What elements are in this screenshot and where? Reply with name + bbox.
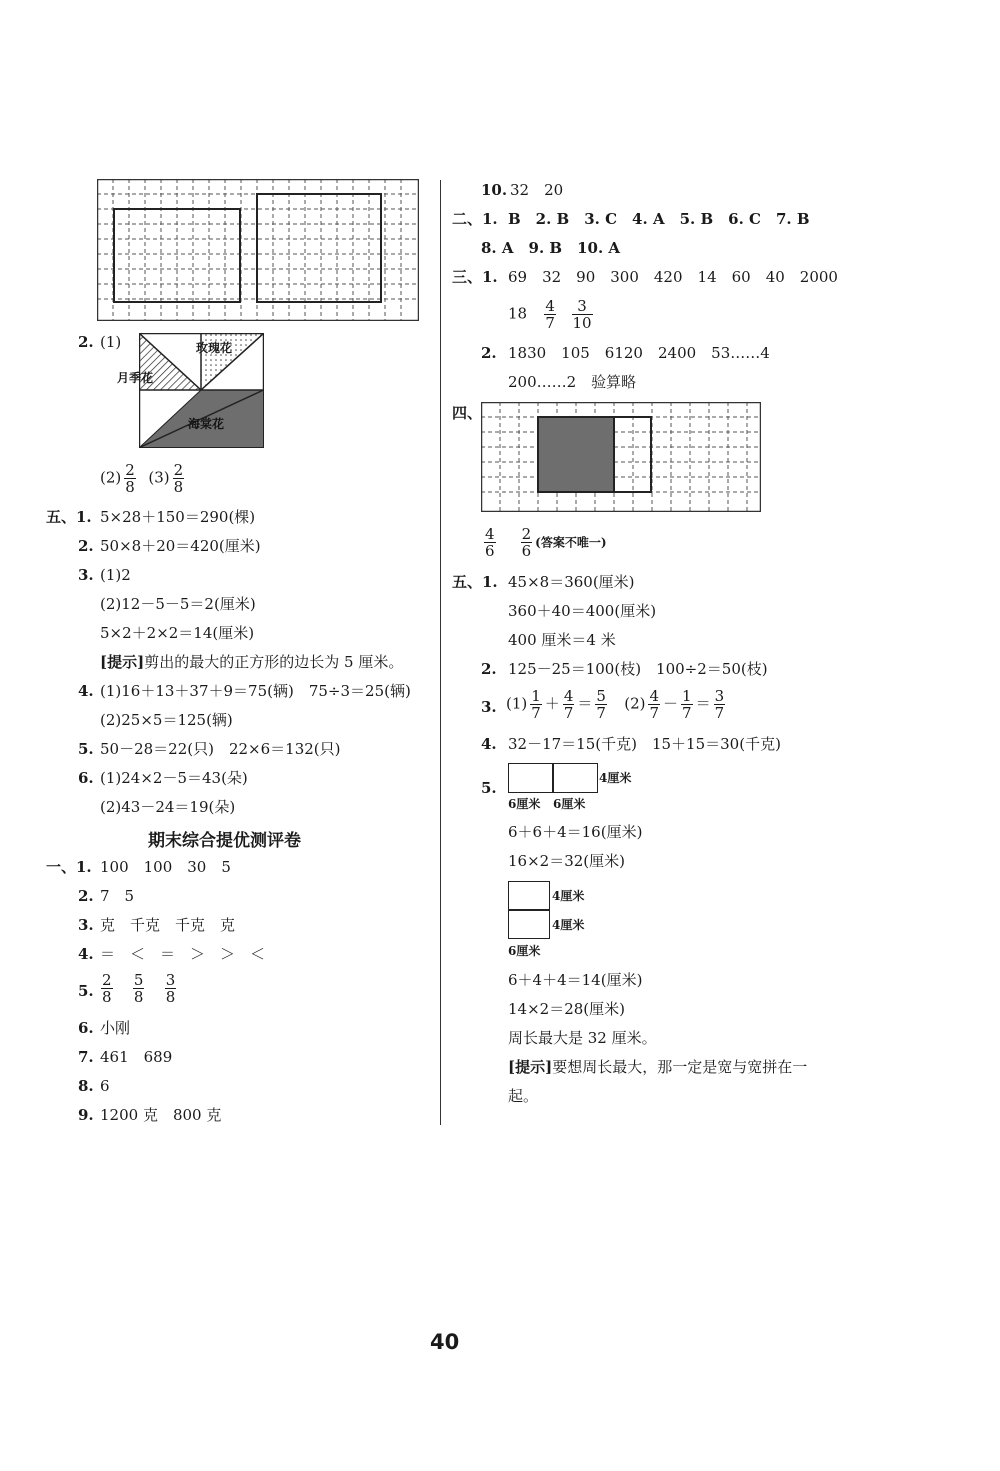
yi2: 7 5 (100, 887, 135, 905)
tip-label: 提示 (107, 653, 138, 671)
yi7-no: 7. (78, 1048, 94, 1066)
wu5-a: 6＋6＋4＝16(厘米) (508, 823, 643, 841)
q2-sub2: (2) (100, 468, 122, 487)
page-number: 40 (430, 1330, 460, 1354)
wu5-right-no: 5. (481, 779, 497, 797)
tip-label-right: 提示 (515, 1058, 546, 1076)
wu-head-right: 五、1. (452, 573, 498, 591)
fraction-1-7: $\frac{1}{7}$ (531, 687, 541, 722)
wu3-right-expr: (1) $\frac{1}{7}$ ＋ $\frac{4}{7}$ ＝ $\frac{5}{7}$ (2) $\frac{4}{7}$ － $\frac{1}{7}$ ＝ $\frac{3}{7}$ (506, 687, 725, 722)
label-6cm-a: 6厘米 (508, 797, 541, 811)
wu3-right-no: 3. (481, 698, 497, 716)
label-4cm-a: 4厘米 (599, 771, 632, 785)
wu2-right-no: 2. (481, 660, 497, 678)
q2-number: 2. (78, 333, 94, 351)
label-rose: 玫瑰花 (196, 341, 233, 355)
wu4-right-no: 4. (481, 735, 497, 753)
er-b: 8. A 9. B 10. A (481, 239, 621, 257)
wu2-left-no: 2. (78, 537, 94, 555)
wu2-left: 50×8＋20＝420(厘米) (100, 537, 261, 555)
san1: 69 32 90 300 420 14 60 40 2000 (508, 268, 838, 286)
q2-sub2-line (100, 462, 187, 495)
wu5-left: 50－28＝22(只) 22×6＝132(只) (100, 740, 341, 758)
yi3: 克 千克 千克 克 (100, 916, 236, 934)
er-head: 二、1. (452, 210, 498, 228)
san1b-line: 18 $\frac{4}{7}$ $\frac{3}{10}$ (508, 297, 592, 332)
label-yueji: 月季花 (117, 371, 154, 385)
yi4: ＝ ＜ ＝ ＞ ＞ ＜ (100, 945, 266, 963)
er-a: B 2. B 3. C 4. A 5. B 6. C 7. B (508, 210, 810, 228)
wu6-left-no: 6. (78, 769, 94, 787)
r10: 32 20 (510, 181, 564, 199)
section-title: 期末综合提优测评卷 (148, 831, 301, 851)
si-note: (答案不唯一) (535, 535, 607, 550)
wu1-right-c: 400 厘米＝4 米 (508, 631, 616, 649)
label-6cm-b: 6厘米 (553, 797, 586, 811)
wu5-left-no: 5. (78, 740, 94, 758)
san2b: 200……2 验算略 (508, 373, 637, 391)
label-4cm-b: 4厘米 (552, 889, 585, 903)
fraction-3-7: $\frac{3}{7}$ (714, 687, 725, 722)
label-haitang: 海棠花 (188, 417, 225, 431)
rect-divider-h (509, 909, 549, 911)
fraction-4-6: $\frac{4}{6}$ (485, 525, 495, 560)
wu3-left-a: (1)2 (100, 566, 131, 584)
yi1: 100 100 30 5 (100, 858, 231, 876)
yi3-no: 3. (78, 916, 94, 934)
wu3-left-b: (2)12－5－5＝2(厘米) (100, 595, 256, 613)
yi9: 1200 克 800 克 (100, 1106, 222, 1124)
yi6: 小刚 (100, 1019, 131, 1037)
grid-figure-shaded (481, 402, 761, 512)
yi2-no: 2. (78, 887, 94, 905)
wu1-right-b: 360＋40＝400(厘米) (508, 602, 657, 620)
fraction-3-8: $\frac{3}{8}$ (165, 971, 176, 1006)
yi-head: 一、1. (46, 858, 92, 876)
wu2-right: 125－25＝100(枝) 100÷2＝50(枝) (508, 660, 768, 678)
wu5-b: 16×2＝32(厘米) (508, 852, 625, 870)
yi5-no: 5. (78, 982, 94, 1000)
rect-horizontal-pair (508, 763, 598, 793)
wu4-left-b: (2)25×5＝125(辆) (100, 711, 233, 729)
fraction-4-7c: $\frac{4}{7}$ (649, 687, 660, 722)
wu3-left-c: 5×2＋2×2＝14(厘米) (100, 624, 255, 642)
yi8: 6 (100, 1077, 110, 1095)
wu-head-left: 五、1. (46, 508, 92, 526)
wu4-right: 32－17＝15(千克) 15＋15＝30(千克) (508, 735, 781, 753)
yi5-fractions (98, 972, 179, 1005)
r10-no: 10. (481, 181, 508, 199)
fraction-4-7: $\frac{4}{7}$ (545, 297, 555, 332)
wu6-left-a: (1)24×2－5＝43(朵) (100, 769, 248, 787)
wu1-right-a: 45×8＝360(厘米) (508, 573, 635, 591)
wu5-e: 周长最大是 32 厘米。 (508, 1029, 657, 1047)
rect-divider (552, 764, 554, 792)
san2: 1830 105 6120 2400 53……4 (508, 344, 770, 362)
fraction-2-8b: $\frac{2}{8}$ (173, 461, 184, 496)
wu6-left-b: (2)43－24＝19(朵) (100, 798, 236, 816)
fraction-2-8: $\frac{2}{8}$ (125, 461, 135, 496)
fraction-3-10: $\frac{3}{10}$ (572, 297, 592, 332)
column-divider (440, 180, 441, 1125)
q2-sub3: (3) (148, 468, 170, 487)
rect-vertical-pair (508, 881, 550, 939)
yi6-no: 6. (78, 1019, 94, 1037)
wu4-left-no: 4. (78, 682, 94, 700)
fraction-5-8: $\frac{5}{8}$ (133, 971, 144, 1006)
fraction-2-8c: $\frac{2}{8}$ (102, 971, 112, 1006)
si-fractions (481, 526, 607, 559)
si-head: 四、 (452, 404, 483, 422)
wu5-c: 6＋4＋4＝14(厘米) (508, 971, 643, 989)
wu5-tip2: 起。 (508, 1087, 539, 1105)
grid-figure-rectangles (97, 179, 419, 321)
label-4cm-c: 4厘米 (552, 918, 585, 932)
label-6cm-c: 6厘米 (508, 944, 541, 958)
wu4-left-a: (1)16＋13＋37＋9＝75(辆) 75÷3＝25(辆) (100, 682, 411, 700)
wu3-left-no: 3. (78, 566, 94, 584)
san-head: 三、1. (452, 268, 498, 286)
fraction-4-7b: $\frac{4}{7}$ (563, 687, 574, 722)
yi7: 461 689 (100, 1048, 173, 1066)
san2-no: 2. (481, 344, 497, 362)
yi9-no: 9. (78, 1106, 94, 1124)
fraction-5-7: $\frac{5}{7}$ (596, 687, 606, 722)
q2-sub1: (1) (100, 333, 122, 351)
fraction-2-6: $\frac{2}{6}$ (521, 525, 532, 560)
wu5-tip: [提示]要想周长最大，那一定是宽与宽拼在一 (508, 1058, 808, 1076)
yi4-no: 4. (78, 945, 94, 963)
wu1-left: 5×28＋150＝290(棵) (100, 508, 256, 526)
yi8-no: 8. (78, 1077, 94, 1095)
fraction-1-7b: $\frac{1}{7}$ (682, 687, 692, 722)
wu3-left-tip: [提示]剪出的最大的正方形的边长为 5 厘米。 (100, 653, 404, 671)
wu5-d: 14×2＝28(厘米) (508, 1000, 625, 1018)
